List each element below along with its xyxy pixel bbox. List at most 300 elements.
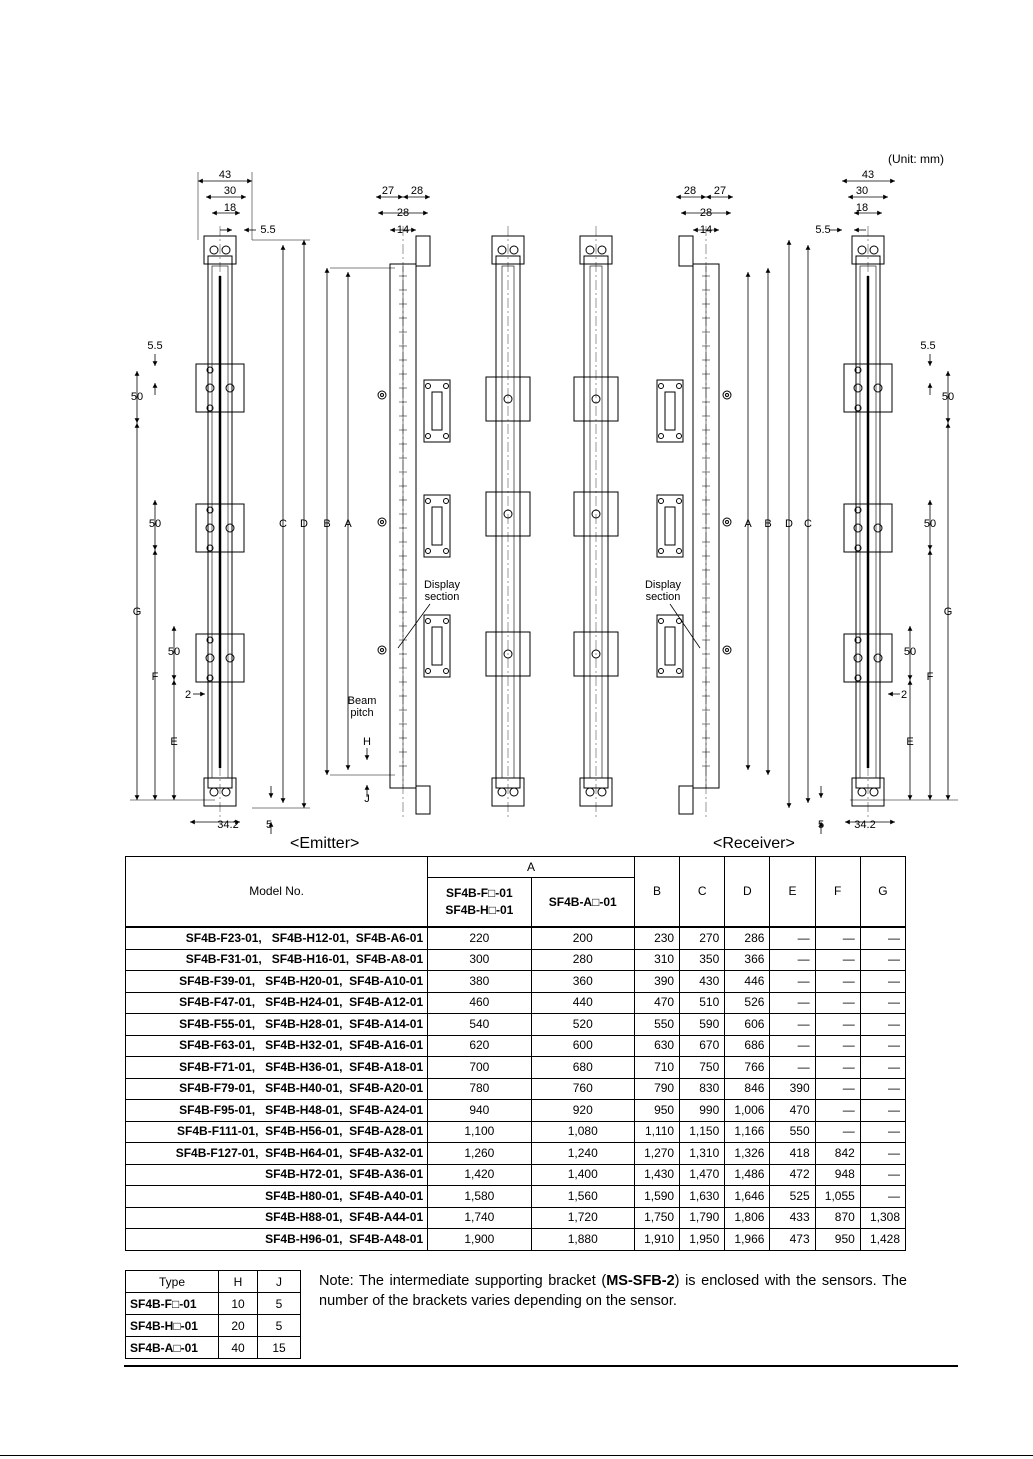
note-prefix: Note: The intermediate supporting bracket ( — [319, 1273, 607, 1289]
cell-d: 846 — [725, 1078, 770, 1100]
cell-f: 1,055 — [815, 1186, 860, 1208]
cell-g: — — [860, 1100, 905, 1122]
page-edge-rule — [0, 1455, 1033, 1456]
bolt-hole — [510, 246, 518, 254]
cell-a2: 1,720 — [531, 1207, 634, 1229]
dim-e-label: E — [170, 736, 178, 748]
cell-c: 1,790 — [680, 1207, 725, 1229]
cell-c: 750 — [680, 1057, 725, 1079]
bolt-hole — [222, 246, 230, 254]
cell-c: 430 — [680, 971, 725, 993]
bolt-hole — [586, 246, 594, 254]
cell-a1: 700 — [428, 1057, 531, 1079]
outline-rect — [657, 615, 683, 677]
bolt-hole — [854, 384, 862, 392]
cell-model: SF4B-F79-01, SF4B-H40-01, SF4B-A20-01 — [126, 1078, 428, 1100]
cell-e: 418 — [770, 1143, 815, 1165]
dim-30-label: 30 — [223, 185, 237, 197]
dim-2-left: 2 — [184, 689, 192, 701]
dim-2-right: 2 — [900, 689, 908, 701]
bolt-hole — [858, 788, 866, 796]
cell-g: — — [860, 971, 905, 993]
cell-f: 842 — [815, 1143, 860, 1165]
bolt-hole — [444, 669, 449, 674]
bolt-hole — [226, 524, 234, 532]
bolt-hole — [854, 524, 862, 532]
cell-model: SF4B-F23-01, SF4B-H12-01, SF4B-A6-01 — [126, 927, 428, 949]
a-a-header: SF4B-A□-01 — [531, 878, 634, 928]
dim-27-right: 27 — [713, 185, 727, 197]
display-section-label-4: section — [645, 591, 681, 603]
note-suffix: ) is enclosed with the sensors. The number of the brackets varies depending on the sensor. — [319, 1273, 907, 1309]
outline-rect — [657, 495, 683, 557]
bolt-hole — [659, 384, 664, 389]
dim-34-2-right: 34.2 — [854, 819, 876, 831]
table-row — [126, 1207, 906, 1229]
cell-f: 870 — [815, 1207, 860, 1229]
bolt-hole — [498, 246, 506, 254]
bolt-hole — [226, 384, 234, 392]
dim-5-5-right-top: 5.5 — [815, 224, 831, 236]
cell-f: — — [815, 1014, 860, 1036]
f-header: F — [815, 857, 860, 928]
cell-e: 470 — [770, 1100, 815, 1122]
cell-b: 630 — [634, 1035, 679, 1057]
cell-c: 270 — [680, 927, 725, 949]
cell-g: — — [860, 927, 905, 949]
a-f-header-label: SF4B-F□-01 — [446, 886, 513, 900]
cell-e: — — [770, 1035, 815, 1057]
bolt-hole — [426, 619, 431, 624]
dim-a-label: A — [344, 518, 352, 530]
table-row — [126, 1229, 906, 1251]
dim-j-label: J — [364, 793, 370, 805]
bolt-hole — [874, 384, 882, 392]
bolt-hole — [659, 434, 664, 439]
cell-e: 525 — [770, 1186, 815, 1208]
a-header: A — [428, 857, 635, 878]
bolt-hole — [381, 649, 384, 652]
cell-model: SF4B-F31-01, SF4B-H16-01, SF4B-A8-01 — [126, 949, 428, 971]
outline-rect — [679, 236, 693, 266]
cell-a1: 620 — [428, 1035, 531, 1057]
cell-model: SF4B-F63-01, SF4B-H32-01, SF4B-A16-01 — [126, 1035, 428, 1057]
bolt-hole — [586, 788, 594, 796]
cell-a1: 780 — [428, 1078, 531, 1100]
cell-a2: 1,400 — [531, 1164, 634, 1186]
table-row — [126, 1121, 906, 1143]
cell-g: — — [860, 1014, 905, 1036]
table-row — [126, 1035, 906, 1057]
cell-c: 350 — [680, 949, 725, 971]
cell-c: 1,150 — [680, 1121, 725, 1143]
cell-f: — — [815, 992, 860, 1014]
cell-e: 472 — [770, 1164, 815, 1186]
cell-a1: 940 — [428, 1100, 531, 1122]
dim-5-5-label: 5.5 — [260, 224, 276, 236]
bolt-hole — [723, 391, 731, 399]
type-row — [126, 1337, 301, 1359]
table-row — [126, 1100, 906, 1122]
dim-50-1: 50 — [130, 391, 144, 403]
outline-rect — [665, 627, 675, 665]
b-header: B — [634, 857, 679, 928]
cell-a1: 1,580 — [428, 1186, 531, 1208]
cell-a1: 540 — [428, 1014, 531, 1036]
cell-e: 473 — [770, 1229, 815, 1251]
cell-d: 446 — [725, 971, 770, 993]
dim-a-right: A — [744, 518, 752, 530]
type-cell-h: 10 — [219, 1293, 258, 1315]
dim-e-right: E — [906, 736, 914, 748]
cell-e: — — [770, 949, 815, 971]
dim-18-right: 18 — [855, 202, 869, 214]
bolt-hole — [210, 246, 218, 254]
bolt-hole — [426, 499, 431, 504]
cell-b: 470 — [634, 992, 679, 1014]
dim-14-right: 14 — [699, 224, 713, 236]
bolt-hole — [723, 518, 731, 526]
cell-model: SF4B-F111-01, SF4B-H56-01, SF4B-A28-01 — [126, 1121, 428, 1143]
cell-g: — — [860, 1035, 905, 1057]
outline-rect — [657, 380, 683, 442]
dim-f-right: F — [926, 671, 934, 683]
dim-5-left: 5 — [265, 819, 273, 831]
bottom-rule — [124, 1365, 958, 1367]
cell-g: — — [860, 1143, 905, 1165]
dim-50-r1: 50 — [941, 391, 955, 403]
table-row — [126, 992, 906, 1014]
dim-28-right: 28 — [683, 185, 697, 197]
cell-e: — — [770, 992, 815, 1014]
dim-d-label: D — [300, 518, 308, 530]
dim-h-label: H — [363, 736, 371, 748]
cell-f: 948 — [815, 1164, 860, 1186]
cell-f: — — [815, 971, 860, 993]
bolt-hole — [659, 619, 664, 624]
unit-label: (Unit: mm) — [888, 152, 944, 166]
cell-b: 1,270 — [634, 1143, 679, 1165]
type-row — [126, 1293, 301, 1315]
dim-b-right: B — [764, 518, 772, 530]
dim-28-mid-right: 28 — [699, 207, 713, 219]
table-row — [126, 1078, 906, 1100]
bolt-hole — [870, 246, 878, 254]
cell-model: SF4B-F127-01, SF4B-H64-01, SF4B-A32-01 — [126, 1143, 428, 1165]
dim-50-r2: 50 — [923, 518, 937, 530]
c-header: C — [680, 857, 725, 928]
cell-a2: 1,240 — [531, 1143, 634, 1165]
cell-a2: 200 — [531, 927, 634, 949]
cell-a2: 1,560 — [531, 1186, 634, 1208]
a-h-header-label: SF4B-H□-01 — [445, 903, 514, 917]
cell-e: — — [770, 927, 815, 949]
type-cell-type: SF4B-F□-01 — [126, 1293, 219, 1315]
table-row — [126, 1143, 906, 1165]
outline-rect — [424, 495, 450, 557]
cell-d: 1,166 — [725, 1121, 770, 1143]
cell-f: 950 — [815, 1229, 860, 1251]
bolt-hole — [206, 384, 214, 392]
dim-5-right: 5 — [817, 819, 825, 831]
cell-g: — — [860, 1121, 905, 1143]
cell-c: 510 — [680, 992, 725, 1014]
e-header: E — [770, 857, 815, 928]
cell-b: 550 — [634, 1014, 679, 1036]
bolt-hole — [206, 524, 214, 532]
bolt-hole — [677, 669, 682, 674]
bolt-hole — [210, 788, 218, 796]
cell-f: — — [815, 1078, 860, 1100]
cell-g: 1,308 — [860, 1207, 905, 1229]
cell-d: 1,806 — [725, 1207, 770, 1229]
d-header: D — [725, 857, 770, 928]
cell-d: 526 — [725, 992, 770, 1014]
cell-b: 310 — [634, 949, 679, 971]
cell-d: 1,966 — [725, 1229, 770, 1251]
bolt-hole — [426, 549, 431, 554]
bolt-hole — [677, 499, 682, 504]
bolt-hole — [677, 549, 682, 554]
dim-28-mid-left: 28 — [396, 207, 410, 219]
cell-b: 1,910 — [634, 1229, 679, 1251]
bolt-hole — [378, 646, 386, 654]
note-bracket-model: MS-SFB-2 — [606, 1273, 675, 1289]
bolt-hole — [226, 654, 234, 662]
cell-e: 433 — [770, 1207, 815, 1229]
dim-c-right: C — [804, 518, 812, 530]
bolt-hole — [381, 394, 384, 397]
cell-g: — — [860, 1164, 905, 1186]
g-header: G — [860, 857, 905, 928]
cell-c: 590 — [680, 1014, 725, 1036]
cell-c: 1,950 — [680, 1229, 725, 1251]
cell-b: 1,590 — [634, 1186, 679, 1208]
cell-b: 230 — [634, 927, 679, 949]
cell-e: 390 — [770, 1078, 815, 1100]
cell-model: SF4B-H80-01, SF4B-A40-01 — [126, 1186, 428, 1208]
bolt-hole — [598, 788, 606, 796]
bolt-hole — [598, 246, 606, 254]
cell-a1: 300 — [428, 949, 531, 971]
beam-pitch-label-1: Beam — [347, 695, 377, 707]
display-section-label-1: Display — [423, 579, 461, 591]
bolt-hole — [659, 669, 664, 674]
bolt-hole — [870, 788, 878, 796]
type-cell-j: 15 — [258, 1337, 301, 1359]
cell-c: 830 — [680, 1078, 725, 1100]
cell-g: — — [860, 1078, 905, 1100]
cell-c: 1,630 — [680, 1186, 725, 1208]
cell-c: 1,310 — [680, 1143, 725, 1165]
cell-c: 1,470 — [680, 1164, 725, 1186]
bolt-hole — [874, 654, 882, 662]
cell-a1: 1,260 — [428, 1143, 531, 1165]
cell-d: 686 — [725, 1035, 770, 1057]
bolt-hole — [444, 499, 449, 504]
cell-a1: 1,420 — [428, 1164, 531, 1186]
bolt-hole — [659, 549, 664, 554]
dim-g-label: G — [132, 606, 142, 618]
cell-d: 1,326 — [725, 1143, 770, 1165]
emitter-caption: <Emitter> — [290, 835, 360, 852]
cell-model: SF4B-F47-01, SF4B-H24-01, SF4B-A12-01 — [126, 992, 428, 1014]
table-row — [126, 1014, 906, 1036]
bolt-hole — [659, 499, 664, 504]
table-row — [126, 1164, 906, 1186]
cell-e: — — [770, 971, 815, 993]
cell-a2: 760 — [531, 1078, 634, 1100]
cell-g: — — [860, 992, 905, 1014]
type-header: Type — [126, 1271, 219, 1293]
table-row — [126, 971, 906, 993]
table-row — [126, 1186, 906, 1208]
dim-14-left: 14 — [396, 224, 410, 236]
dim-5-5-right: 5.5 — [920, 340, 936, 352]
bolt-hole — [378, 391, 386, 399]
receiver-caption: <Receiver> — [713, 835, 795, 852]
cell-f: — — [815, 1121, 860, 1143]
cell-a2: 1,080 — [531, 1121, 634, 1143]
cell-d: 286 — [725, 927, 770, 949]
bolt-hole — [444, 384, 449, 389]
cell-a1: 460 — [428, 992, 531, 1014]
cell-g: 1,428 — [860, 1229, 905, 1251]
bolt-hole — [498, 788, 506, 796]
type-table — [125, 1270, 301, 1359]
outline-rect — [432, 507, 442, 545]
cell-g: — — [860, 949, 905, 971]
cell-f: — — [815, 949, 860, 971]
dim-d-right: D — [785, 518, 793, 530]
display-section-label-3: Display — [644, 579, 682, 591]
dim-f-label: F — [151, 671, 159, 683]
type-row — [126, 1315, 301, 1337]
cell-d: 1,006 — [725, 1100, 770, 1122]
bolt-hole — [726, 394, 729, 397]
bolt-hole — [381, 521, 384, 524]
cell-f: — — [815, 927, 860, 949]
outline-rect — [424, 615, 450, 677]
bolt-hole — [426, 384, 431, 389]
cell-b: 1,430 — [634, 1164, 679, 1186]
dim-50-2: 50 — [148, 518, 162, 530]
dim-30-right: 30 — [855, 185, 869, 197]
cell-a1: 1,100 — [428, 1121, 531, 1143]
dimension-table — [125, 856, 906, 1251]
cell-e: — — [770, 1057, 815, 1079]
outline-rect — [424, 380, 450, 442]
display-section-label-2: section — [424, 591, 460, 603]
bolt-hole — [677, 384, 682, 389]
cell-model: SF4B-F71-01, SF4B-H36-01, SF4B-A18-01 — [126, 1057, 428, 1079]
cell-g: — — [860, 1186, 905, 1208]
cell-c: 990 — [680, 1100, 725, 1122]
dim-28-left: 28 — [410, 185, 424, 197]
cell-a1: 1,900 — [428, 1229, 531, 1251]
cell-e: 550 — [770, 1121, 815, 1143]
beam-pitch-label-2: pitch — [350, 707, 374, 719]
bolt-hole — [726, 521, 729, 524]
dim-g-right: G — [943, 606, 953, 618]
dim-50-r3: 50 — [903, 646, 917, 658]
cell-a1: 380 — [428, 971, 531, 993]
cell-model: SF4B-H96-01, SF4B-A48-01 — [126, 1229, 428, 1251]
type-cell-h: 20 — [219, 1315, 258, 1337]
dim-43-label: 43 — [218, 169, 232, 181]
cell-d: 606 — [725, 1014, 770, 1036]
type-cell-type: SF4B-A□-01 — [126, 1337, 219, 1359]
outline-rect — [665, 392, 675, 430]
dim-b-label: B — [323, 518, 331, 530]
cell-d: 366 — [725, 949, 770, 971]
outline-rect — [416, 236, 430, 266]
bolt-hole — [378, 518, 386, 526]
cell-a2: 440 — [531, 992, 634, 1014]
bolt-hole — [206, 654, 214, 662]
cell-b: 710 — [634, 1057, 679, 1079]
model-header: Model No. — [126, 857, 428, 928]
cell-model: SF4B-F95-01, SF4B-H48-01, SF4B-A24-01 — [126, 1100, 428, 1122]
cell-a1: 220 — [428, 927, 531, 949]
type-cell-j: 5 — [258, 1315, 301, 1337]
bolt-hole — [723, 646, 731, 654]
bolt-hole — [222, 788, 230, 796]
cell-a1: 1,740 — [428, 1207, 531, 1229]
cell-b: 950 — [634, 1100, 679, 1122]
cell-model: SF4B-H88-01, SF4B-A44-01 — [126, 1207, 428, 1229]
cell-b: 1,110 — [634, 1121, 679, 1143]
type-cell-h: 40 — [219, 1337, 258, 1359]
h-header: H — [219, 1271, 258, 1293]
cell-e: — — [770, 1014, 815, 1036]
cell-b: 1,750 — [634, 1207, 679, 1229]
dim-18-label: 18 — [223, 202, 237, 214]
bolt-hole — [444, 549, 449, 554]
outline-rect — [432, 627, 442, 665]
cell-b: 390 — [634, 971, 679, 993]
dim-43-right: 43 — [861, 169, 875, 181]
cell-a2: 600 — [531, 1035, 634, 1057]
outline-rect — [432, 392, 442, 430]
cell-f: — — [815, 1100, 860, 1122]
cell-model: SF4B-F39-01, SF4B-H20-01, SF4B-A10-01 — [126, 971, 428, 993]
dim-c-label: C — [279, 518, 287, 530]
dim-50-3: 50 — [167, 646, 181, 658]
table-row — [126, 927, 906, 949]
cell-a2: 920 — [531, 1100, 634, 1122]
dim-5-5-left: 5.5 — [147, 340, 163, 352]
bolt-hole — [854, 654, 862, 662]
outline-rect — [679, 786, 693, 814]
bolt-hole — [426, 434, 431, 439]
bolt-hole — [444, 619, 449, 624]
cell-a2: 520 — [531, 1014, 634, 1036]
cell-d: 766 — [725, 1057, 770, 1079]
table-row — [126, 949, 906, 971]
bolt-hole — [726, 649, 729, 652]
type-cell-j: 5 — [258, 1293, 301, 1315]
bolt-hole — [426, 669, 431, 674]
bolt-hole — [510, 788, 518, 796]
cell-d: 1,486 — [725, 1164, 770, 1186]
a-fh-header — [428, 878, 531, 928]
cell-d: 1,646 — [725, 1186, 770, 1208]
cell-f: — — [815, 1035, 860, 1057]
cell-model: SF4B-H72-01, SF4B-A36-01 — [126, 1164, 428, 1186]
cell-model: SF4B-F55-01, SF4B-H28-01, SF4B-A14-01 — [126, 1014, 428, 1036]
bolt-hole — [677, 434, 682, 439]
